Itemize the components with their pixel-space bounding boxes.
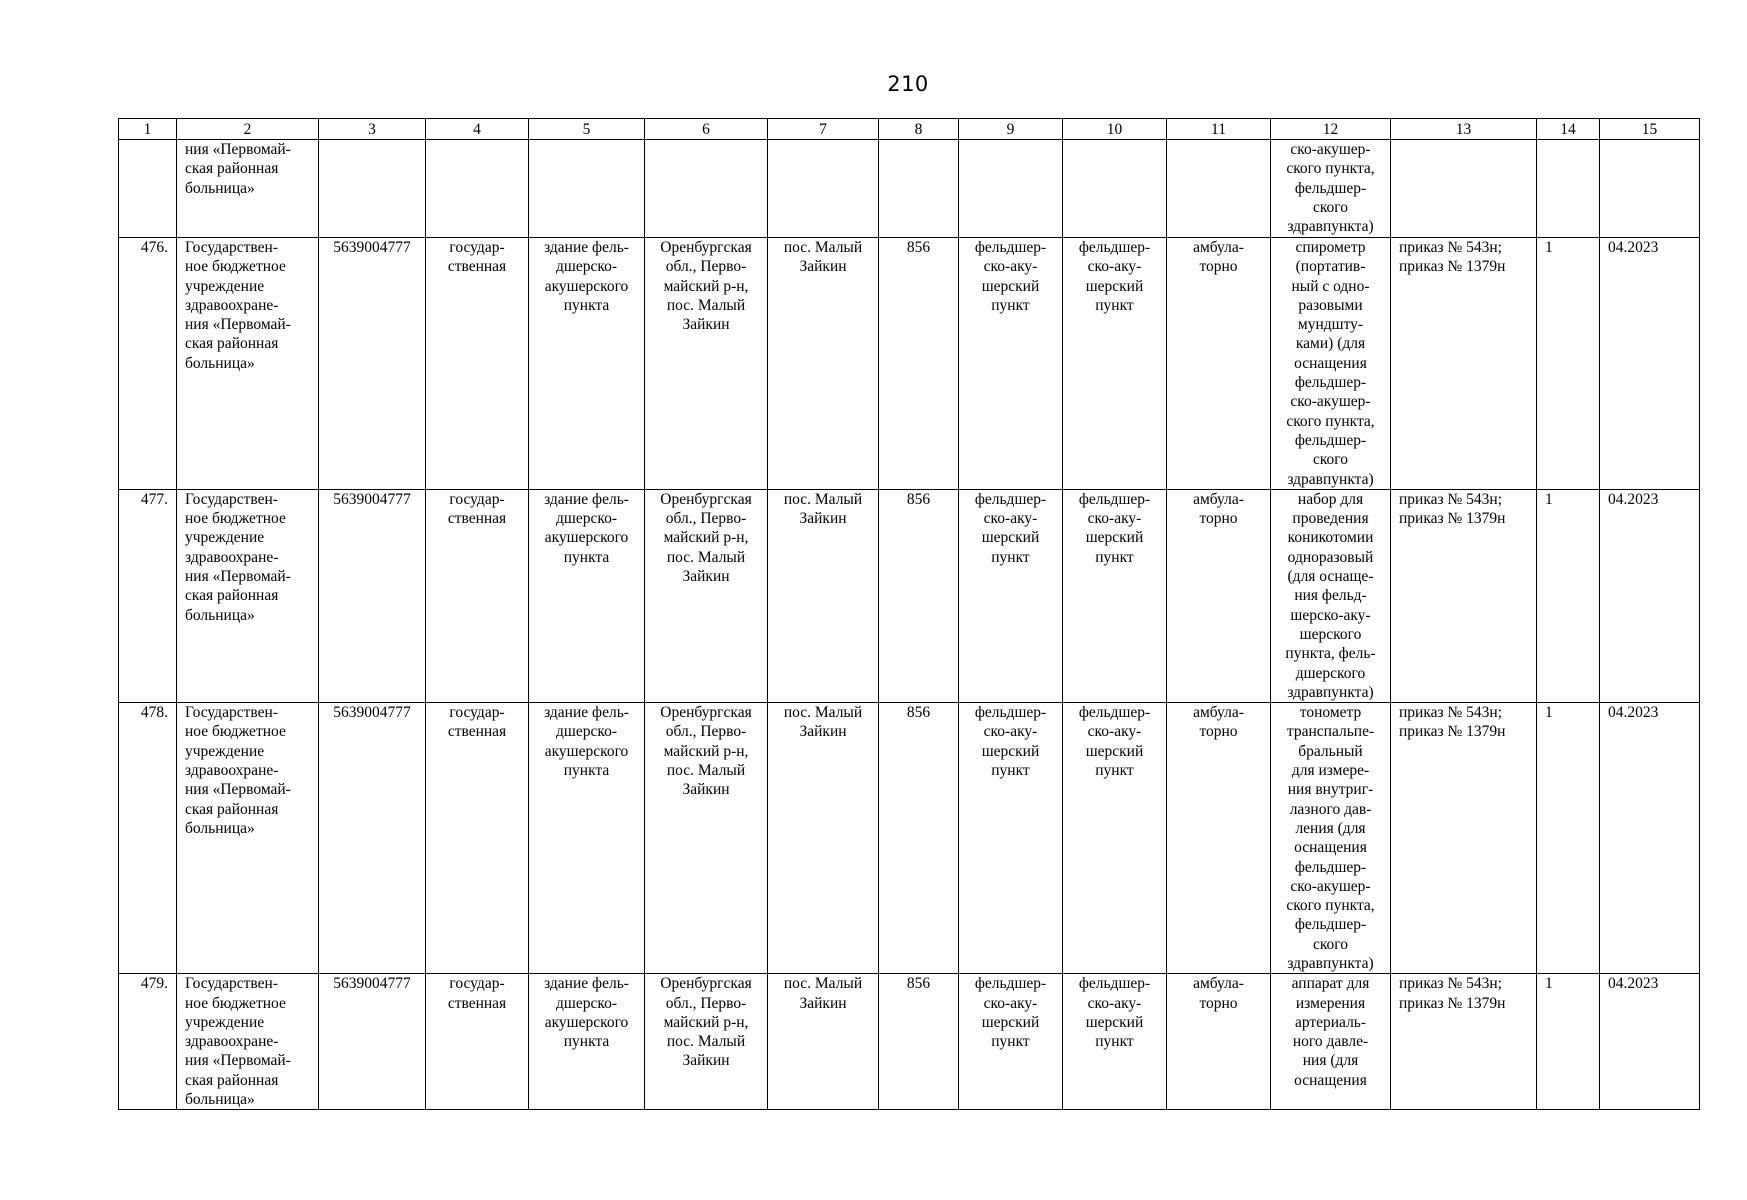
cell-inn: 5639004777 — [319, 489, 426, 702]
column-header-15: 15 — [1600, 119, 1700, 140]
cell-orders: приказ № 543н; приказ № 1379н — [1391, 238, 1537, 490]
cell-num: 479. — [119, 974, 177, 1110]
equipment-registry-table — [118, 118, 1700, 1110]
cell-empty — [1063, 140, 1167, 238]
cell-building: здание фель- дшерско- акушерского пункта — [529, 238, 645, 490]
cell-facility-type: фельдшер- ско-аку- шерский пункт — [959, 974, 1063, 1110]
cell-empty — [1600, 140, 1700, 238]
cell-building: здание фель- дшерско- акушерского пункта — [529, 489, 645, 702]
cell-equipment: спирометр (портатив- ный с одно- разовыми мундшту- ками) (для оснащения фельдшер- ско-акушер- ского пункта, фельдшер- ского здравпункта) — [1271, 238, 1391, 490]
cell-inn: 5639004777 — [319, 238, 426, 490]
cell-orders: приказ № 543н; приказ № 1379н — [1391, 489, 1537, 702]
cell-ownership: государ- ственная — [426, 238, 529, 490]
cell-care-mode: амбула- торно — [1167, 238, 1271, 490]
column-header-2: 2 — [177, 119, 319, 140]
cell-empty — [1537, 140, 1600, 238]
cell-empty — [319, 140, 426, 238]
cell-num: 478. — [119, 703, 177, 974]
cell-address: Оренбургская обл., Перво- майский р-н, пос. Малый Зайкин — [645, 238, 768, 490]
cell-population: 856 — [879, 238, 959, 490]
cell-inn: 5639004777 — [319, 703, 426, 974]
cell-address: Оренбургская обл., Перво- майский р-н, пос. Малый Зайкин — [645, 489, 768, 702]
column-header-1: 1 — [119, 119, 177, 140]
cell-date: 04.2023 — [1600, 974, 1700, 1110]
cell-date: 04.2023 — [1600, 238, 1700, 490]
column-header-13: 13 — [1391, 119, 1537, 140]
cell-address: Оренбургская обл., Перво- майский р-н, пос. Малый Зайкин — [645, 974, 768, 1110]
cell-ownership: государ- ственная — [426, 703, 529, 974]
cell-num: 477. — [119, 489, 177, 702]
cell-population: 856 — [879, 489, 959, 702]
cell-locality: пос. Малый Зайкин — [768, 703, 879, 974]
cell-equipment: тонометр транспальпе- бральный для измере- ния внутриг- лазного дав- ления (для оснащения фельдшер- ско-акушер- ского пункта, фельдшер- ского здравпункта) — [1271, 703, 1391, 974]
cell-locality: пос. Малый Зайкин — [768, 974, 879, 1110]
table-row — [119, 703, 1700, 974]
cell-care-mode: амбула- торно — [1167, 489, 1271, 702]
cell-orders: приказ № 543н; приказ № 1379н — [1391, 974, 1537, 1110]
cell-quantity: 1 — [1537, 489, 1600, 702]
table-row — [119, 974, 1700, 1110]
column-number-row — [119, 119, 1700, 140]
cell-population: 856 — [879, 974, 959, 1110]
cell-locality: пос. Малый Зайкин — [768, 238, 879, 490]
cell-care-mode: амбула- торно — [1167, 703, 1271, 974]
cell-orders: приказ № 543н; приказ № 1379н — [1391, 703, 1537, 974]
cell-date: 04.2023 — [1600, 703, 1700, 974]
cell-population: 856 — [879, 703, 959, 974]
column-header-9: 9 — [959, 119, 1063, 140]
cell-empty — [959, 140, 1063, 238]
cell-address: Оренбургская обл., Перво- майский р-н, пос. Малый Зайкин — [645, 703, 768, 974]
cell-building: здание фель- дшерско- акушерского пункта — [529, 703, 645, 974]
cell-quantity: 1 — [1537, 238, 1600, 490]
cell-facility-type: фельдшер- ско-аку- шерский пункт — [959, 238, 1063, 490]
column-header-3: 3 — [319, 119, 426, 140]
cell-empty — [529, 140, 645, 238]
cell-empty — [1167, 140, 1271, 238]
cell-facility-type: фельдшер- ско-аку- шерский пункт — [959, 489, 1063, 702]
column-header-4: 4 — [426, 119, 529, 140]
column-header-8: 8 — [879, 119, 959, 140]
cell-building: здание фель- дшерско- акушерского пункта — [529, 974, 645, 1110]
cell-equipment: аппарат для измерения артериаль- ного давле- ния (для оснащения — [1271, 974, 1391, 1110]
column-header-5: 5 — [529, 119, 645, 140]
cell-empty — [768, 140, 879, 238]
cell-num — [119, 140, 177, 238]
cell-quantity: 1 — [1537, 974, 1600, 1110]
cell-empty — [645, 140, 768, 238]
cell-num: 476. — [119, 238, 177, 490]
cell-empty — [1391, 140, 1537, 238]
cell-organization: ния «Первомай- ская районная больница» — [177, 140, 319, 238]
cell-organization: Государствен- ное бюджетное учреждение здравоохране- ния «Первомай- ская районная больница» — [177, 703, 319, 974]
cell-organization: Государствен- ное бюджетное учреждение здравоохране- ния «Первомай- ская районная больница» — [177, 974, 319, 1110]
cell-locality: пос. Малый Зайкин — [768, 489, 879, 702]
table-row — [119, 489, 1700, 702]
cell-organization: Государствен- ное бюджетное учреждение здравоохране- ния «Первомай- ская районная больница» — [177, 238, 319, 490]
cell-organization: Государствен- ное бюджетное учреждение здравоохране- ния «Первомай- ская районная больница» — [177, 489, 319, 702]
column-header-7: 7 — [768, 119, 879, 140]
cell-facility-type: фельдшер- ско-аку- шерский пункт — [1063, 489, 1167, 702]
cell-facility-type: фельдшер- ско-аку- шерский пункт — [1063, 238, 1167, 490]
cell-inn: 5639004777 — [319, 974, 426, 1110]
column-header-10: 10 — [1063, 119, 1167, 140]
cell-empty — [879, 140, 959, 238]
cell-facility-type: фельдшер- ско-аку- шерский пункт — [1063, 703, 1167, 974]
column-header-12: 12 — [1271, 119, 1391, 140]
column-header-11: 11 — [1167, 119, 1271, 140]
cell-ownership: государ- ственная — [426, 974, 529, 1110]
cell-quantity: 1 — [1537, 703, 1600, 974]
table-row-continuation — [119, 140, 1700, 238]
cell-facility-type: фельдшер- ско-аку- шерский пункт — [1063, 974, 1167, 1110]
cell-care-mode: амбула- торно — [1167, 974, 1271, 1110]
cell-ownership: государ- ственная — [426, 489, 529, 702]
cell-facility-type: фельдшер- ско-аку- шерский пункт — [959, 703, 1063, 974]
cell-date: 04.2023 — [1600, 489, 1700, 702]
table-row — [119, 238, 1700, 490]
cell-equipment: ско-акушер- ского пункта, фельдшер- ского здравпункта) — [1271, 140, 1391, 238]
column-header-6: 6 — [645, 119, 768, 140]
page-number: 210 — [887, 72, 929, 96]
cell-equipment: набор для проведения коникотомии одноразовый (для оснаще- ния фельд- шерско-аку- шерского пункта, фель- дшерского здравпункта) — [1271, 489, 1391, 702]
column-header-14: 14 — [1537, 119, 1600, 140]
cell-empty — [426, 140, 529, 238]
